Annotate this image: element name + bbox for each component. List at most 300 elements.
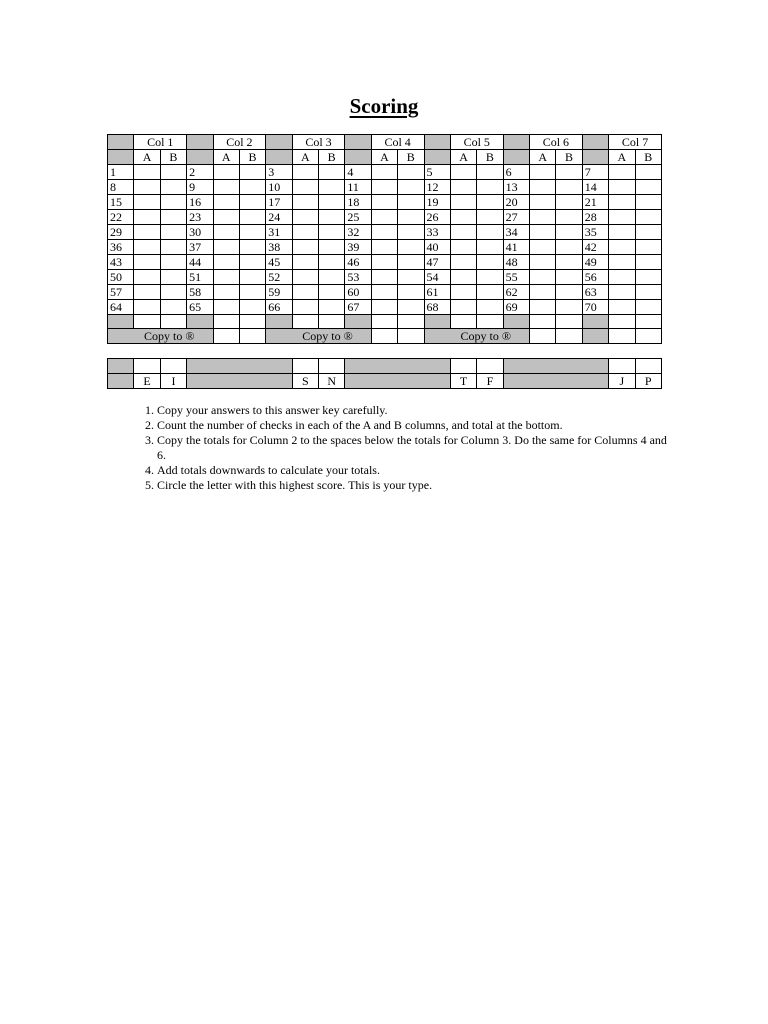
copy-b-cell[interactable]	[556, 329, 582, 344]
answer-a-cell[interactable]	[292, 180, 318, 195]
answer-b-cell[interactable]	[319, 255, 345, 270]
answer-b-cell[interactable]	[160, 270, 186, 285]
answer-b-cell[interactable]	[398, 255, 424, 270]
subheader-b: B	[239, 150, 265, 165]
subheader-a: A	[213, 150, 239, 165]
question-number: 28	[582, 210, 608, 225]
question-number: 17	[266, 195, 292, 210]
answer-a-cell[interactable]	[134, 195, 160, 210]
total-b-cell[interactable]	[319, 315, 345, 329]
subheader-b: B	[398, 150, 424, 165]
table-row	[108, 225, 662, 240]
type-total-cell[interactable]	[160, 359, 186, 374]
answer-a-cell[interactable]	[371, 195, 397, 210]
answer-a-cell[interactable]	[609, 210, 635, 225]
question-number: 68	[424, 300, 450, 315]
answer-b-cell[interactable]	[319, 300, 345, 315]
question-number: 61	[424, 285, 450, 300]
answer-a-cell[interactable]	[371, 210, 397, 225]
question-number: 43	[108, 255, 134, 270]
instruction-item: 5. Circle the letter with this highest score. This is your type.	[157, 478, 677, 493]
subheader-a: A	[450, 150, 476, 165]
answer-a-cell[interactable]	[292, 240, 318, 255]
answer-a-cell[interactable]	[371, 300, 397, 315]
answer-a-cell[interactable]	[530, 285, 556, 300]
question-number: 46	[345, 255, 371, 270]
column-header: Col 1	[134, 135, 187, 150]
question-number: 31	[266, 225, 292, 240]
subheader-a: A	[530, 150, 556, 165]
answer-a-cell[interactable]	[450, 255, 476, 270]
total-label-cell	[503, 315, 529, 329]
totals-blank-cell	[187, 359, 293, 374]
subheader-b: B	[635, 150, 662, 165]
totals-blank-cell	[345, 359, 451, 374]
answer-b-cell[interactable]	[477, 285, 503, 300]
question-number: 7	[582, 165, 608, 180]
answer-a-cell[interactable]	[530, 255, 556, 270]
answer-b-cell[interactable]	[635, 240, 662, 255]
table-row	[108, 165, 662, 180]
answer-a-cell[interactable]	[450, 285, 476, 300]
answer-b-cell[interactable]	[556, 180, 582, 195]
answer-b-cell[interactable]	[398, 300, 424, 315]
question-number: 57	[108, 285, 134, 300]
header-blank-cell	[503, 135, 529, 150]
subheader-a: A	[371, 150, 397, 165]
answer-b-cell[interactable]	[556, 225, 582, 240]
question-number: 45	[266, 255, 292, 270]
answer-a-cell[interactable]	[371, 270, 397, 285]
answer-a-cell[interactable]	[609, 255, 635, 270]
answer-b-cell[interactable]	[239, 225, 265, 240]
answer-b-cell[interactable]	[398, 240, 424, 255]
type-total-cell[interactable]	[450, 359, 476, 374]
table-row	[108, 210, 662, 225]
total-b-cell[interactable]	[556, 315, 582, 329]
answer-a-cell[interactable]	[530, 165, 556, 180]
header-blank-cell	[345, 150, 371, 165]
answer-a-cell[interactable]	[213, 210, 239, 225]
answer-a-cell[interactable]	[213, 195, 239, 210]
type-total-cell[interactable]	[134, 359, 160, 374]
table-row	[108, 285, 662, 300]
question-number: 29	[108, 225, 134, 240]
answer-a-cell[interactable]	[371, 255, 397, 270]
subheader-b: B	[556, 150, 582, 165]
answer-b-cell[interactable]	[160, 255, 186, 270]
question-number: 19	[424, 195, 450, 210]
answer-b-cell[interactable]	[160, 195, 186, 210]
question-number: 15	[108, 195, 134, 210]
copy-a-cell[interactable]	[609, 329, 635, 344]
answer-b-cell[interactable]	[160, 300, 186, 315]
question-number: 47	[424, 255, 450, 270]
total-a-cell[interactable]	[213, 315, 239, 329]
answer-a-cell[interactable]	[609, 300, 635, 315]
answer-b-cell[interactable]	[319, 285, 345, 300]
answer-a-cell[interactable]	[292, 300, 318, 315]
answer-b-cell[interactable]	[160, 165, 186, 180]
answer-b-cell[interactable]	[398, 180, 424, 195]
question-number: 41	[503, 240, 529, 255]
answer-a-cell[interactable]	[134, 240, 160, 255]
answer-b-cell[interactable]	[239, 285, 265, 300]
type-letter: F	[477, 374, 503, 389]
answer-a-cell[interactable]	[134, 210, 160, 225]
question-number: 53	[345, 270, 371, 285]
answer-b-cell[interactable]	[239, 300, 265, 315]
answer-a-cell[interactable]	[134, 225, 160, 240]
answer-b-cell[interactable]	[556, 165, 582, 180]
total-a-cell[interactable]	[134, 315, 160, 329]
answer-b-cell[interactable]	[477, 225, 503, 240]
question-number: 60	[345, 285, 371, 300]
answer-b-cell[interactable]	[160, 240, 186, 255]
total-a-cell[interactable]	[450, 315, 476, 329]
answer-a-cell[interactable]	[609, 165, 635, 180]
answer-a-cell[interactable]	[292, 285, 318, 300]
type-total-cell[interactable]	[477, 359, 503, 374]
answer-a-cell[interactable]	[609, 240, 635, 255]
answer-b-cell[interactable]	[635, 225, 662, 240]
totals-blank-cell	[345, 374, 451, 389]
instruction-item: 2. Count the number of checks in each of the A and B columns, and total at the bottom.	[157, 418, 677, 433]
answer-b-cell[interactable]	[635, 165, 662, 180]
instruction-item: 3. Copy the totals for Column 2 to the spaces below the totals for Column 3. Do the same for Columns 4 and 6.	[157, 433, 677, 463]
instruction-item: 1. Copy your answers to this answer key carefully.	[157, 403, 677, 418]
answer-b-cell[interactable]	[398, 225, 424, 240]
question-number: 10	[266, 180, 292, 195]
answer-b-cell[interactable]	[635, 255, 662, 270]
answer-b-cell[interactable]	[239, 255, 265, 270]
answer-b-cell[interactable]	[477, 300, 503, 315]
answer-a-cell[interactable]	[450, 270, 476, 285]
question-number: 14	[582, 180, 608, 195]
answer-b-cell[interactable]	[398, 285, 424, 300]
question-number: 40	[424, 240, 450, 255]
scoring-table	[107, 134, 662, 344]
answer-a-cell[interactable]	[134, 300, 160, 315]
column-header: Col 5	[450, 135, 503, 150]
answer-b-cell[interactable]	[477, 240, 503, 255]
question-number: 59	[266, 285, 292, 300]
answer-a-cell[interactable]	[530, 195, 556, 210]
header-blank-cell	[424, 135, 450, 150]
answer-b-cell[interactable]	[635, 195, 662, 210]
total-a-cell[interactable]	[530, 315, 556, 329]
answer-a-cell[interactable]	[530, 270, 556, 285]
answer-b-cell[interactable]	[556, 210, 582, 225]
answer-b-cell[interactable]	[319, 225, 345, 240]
totals-blank-cell	[187, 374, 293, 389]
answer-a-cell[interactable]	[450, 300, 476, 315]
question-number: 25	[345, 210, 371, 225]
copy-a-cell[interactable]	[213, 329, 239, 344]
column-header: Col 6	[530, 135, 583, 150]
page-title	[0, 94, 768, 119]
subheader-b: B	[319, 150, 345, 165]
answer-b-cell[interactable]	[319, 210, 345, 225]
total-b-cell[interactable]	[398, 315, 424, 329]
total-label-cell	[345, 315, 371, 329]
answer-a-cell[interactable]	[213, 165, 239, 180]
answer-b-cell[interactable]	[398, 210, 424, 225]
answer-a-cell[interactable]	[371, 225, 397, 240]
question-number: 16	[187, 195, 213, 210]
answer-a-cell[interactable]	[530, 210, 556, 225]
type-letter: T	[450, 374, 476, 389]
answer-a-cell[interactable]	[134, 255, 160, 270]
answer-a-cell[interactable]	[134, 285, 160, 300]
answer-b-cell[interactable]	[556, 255, 582, 270]
answer-a-cell[interactable]	[371, 165, 397, 180]
answer-a-cell[interactable]	[450, 240, 476, 255]
answer-a-cell[interactable]	[292, 225, 318, 240]
question-number: 70	[582, 300, 608, 315]
question-number: 24	[266, 210, 292, 225]
question-number: 51	[187, 270, 213, 285]
copy-to-label: Copy to ®	[424, 329, 530, 344]
answer-a-cell[interactable]	[213, 225, 239, 240]
header-blank-cell	[266, 150, 292, 165]
answer-b-cell[interactable]	[160, 285, 186, 300]
instructions-list	[135, 403, 677, 493]
type-total-cell[interactable]	[319, 359, 345, 374]
total-label-cell	[108, 315, 134, 329]
question-number: 49	[582, 255, 608, 270]
question-number: 35	[582, 225, 608, 240]
table-row	[108, 255, 662, 270]
question-number: 21	[582, 195, 608, 210]
total-label-cell	[266, 315, 292, 329]
total-b-cell[interactable]	[477, 315, 503, 329]
answer-b-cell[interactable]	[635, 270, 662, 285]
answer-b-cell[interactable]	[556, 270, 582, 285]
answer-b-cell[interactable]	[319, 240, 345, 255]
answer-b-cell[interactable]	[477, 255, 503, 270]
question-number: 34	[503, 225, 529, 240]
answer-b-cell[interactable]	[477, 270, 503, 285]
subheader-b: B	[477, 150, 503, 165]
answer-b-cell[interactable]	[239, 240, 265, 255]
question-number: 55	[503, 270, 529, 285]
question-number: 44	[187, 255, 213, 270]
column-header: Col 7	[609, 135, 662, 150]
answer-b-cell[interactable]	[319, 180, 345, 195]
answer-b-cell[interactable]	[556, 285, 582, 300]
answer-a-cell[interactable]	[530, 240, 556, 255]
question-number: 22	[108, 210, 134, 225]
answer-a-cell[interactable]	[450, 180, 476, 195]
table-row	[108, 270, 662, 285]
header-blank-cell	[266, 135, 292, 150]
total-a-cell[interactable]	[371, 315, 397, 329]
answer-b-cell[interactable]	[239, 270, 265, 285]
answer-b-cell[interactable]	[398, 270, 424, 285]
answer-a-cell[interactable]	[213, 255, 239, 270]
answer-a-cell[interactable]	[450, 195, 476, 210]
subheader-a: A	[609, 150, 635, 165]
table-row	[108, 300, 662, 315]
total-b-cell[interactable]	[239, 315, 265, 329]
column-header: Col 4	[371, 135, 424, 150]
answer-a-cell[interactable]	[213, 240, 239, 255]
question-number: 11	[345, 180, 371, 195]
answer-b-cell[interactable]	[556, 240, 582, 255]
answer-a-cell[interactable]	[371, 240, 397, 255]
question-number: 54	[424, 270, 450, 285]
question-number: 27	[503, 210, 529, 225]
question-number: 2	[187, 165, 213, 180]
answer-b-cell[interactable]	[239, 180, 265, 195]
total-b-cell[interactable]	[635, 315, 662, 329]
answer-b-cell[interactable]	[477, 180, 503, 195]
copy-b-cell[interactable]	[635, 329, 662, 344]
answer-b-cell[interactable]	[398, 195, 424, 210]
question-number: 56	[582, 270, 608, 285]
answer-a-cell[interactable]	[213, 180, 239, 195]
type-letter: P	[635, 374, 662, 389]
answer-b-cell[interactable]	[477, 165, 503, 180]
question-number: 4	[345, 165, 371, 180]
question-number: 32	[345, 225, 371, 240]
answer-b-cell[interactable]	[398, 165, 424, 180]
page-title-text: Scoring	[349, 94, 419, 118]
answer-a-cell[interactable]	[213, 300, 239, 315]
answer-b-cell[interactable]	[319, 165, 345, 180]
answer-a-cell[interactable]	[609, 270, 635, 285]
question-number: 63	[582, 285, 608, 300]
question-number: 52	[266, 270, 292, 285]
copy-a-cell[interactable]	[371, 329, 397, 344]
answer-b-cell[interactable]	[477, 210, 503, 225]
answer-b-cell[interactable]	[556, 300, 582, 315]
question-number: 1	[108, 165, 134, 180]
total-a-cell[interactable]	[609, 315, 635, 329]
type-total-cell[interactable]	[635, 359, 662, 374]
answer-a-cell[interactable]	[530, 300, 556, 315]
question-number: 26	[424, 210, 450, 225]
question-number: 8	[108, 180, 134, 195]
answer-a-cell[interactable]	[609, 180, 635, 195]
column-header: Col 2	[213, 135, 266, 150]
question-number: 33	[424, 225, 450, 240]
type-letter: N	[319, 374, 345, 389]
instruction-item: 4. Add totals downwards to calculate your totals.	[157, 463, 677, 478]
question-number: 6	[503, 165, 529, 180]
answer-a-cell[interactable]	[292, 255, 318, 270]
answer-b-cell[interactable]	[319, 270, 345, 285]
answer-b-cell[interactable]	[635, 180, 662, 195]
copy-blank-cell	[582, 329, 608, 344]
answer-b-cell[interactable]	[160, 180, 186, 195]
header-blank-cell	[345, 135, 371, 150]
question-number: 42	[582, 240, 608, 255]
answer-a-cell[interactable]	[292, 165, 318, 180]
copy-a-cell[interactable]	[530, 329, 556, 344]
answer-a-cell[interactable]	[609, 225, 635, 240]
answer-b-cell[interactable]	[556, 195, 582, 210]
total-b-cell[interactable]	[160, 315, 186, 329]
answer-a-cell[interactable]	[530, 225, 556, 240]
question-number: 48	[503, 255, 529, 270]
question-number: 50	[108, 270, 134, 285]
answer-b-cell[interactable]	[160, 225, 186, 240]
answer-a-cell[interactable]	[213, 270, 239, 285]
totals-blank-cell	[108, 359, 134, 374]
type-total-cell[interactable]	[292, 359, 318, 374]
column-header: Col 3	[292, 135, 345, 150]
answer-a-cell[interactable]	[450, 210, 476, 225]
question-number: 5	[424, 165, 450, 180]
question-number: 23	[187, 210, 213, 225]
total-label-cell	[187, 315, 213, 329]
answer-a-cell[interactable]	[450, 225, 476, 240]
answer-b-cell[interactable]	[239, 165, 265, 180]
answer-a-cell[interactable]	[609, 195, 635, 210]
copy-to-label: Copy to ®	[108, 329, 214, 344]
question-number: 9	[187, 180, 213, 195]
total-a-cell[interactable]	[292, 315, 318, 329]
answer-a-cell[interactable]	[530, 180, 556, 195]
answer-b-cell[interactable]	[239, 210, 265, 225]
answer-a-cell[interactable]	[213, 285, 239, 300]
copy-b-cell[interactable]	[239, 329, 265, 344]
question-number: 37	[187, 240, 213, 255]
question-number: 65	[187, 300, 213, 315]
answer-a-cell[interactable]	[134, 180, 160, 195]
type-letter: J	[609, 374, 635, 389]
subheader-b: B	[160, 150, 186, 165]
question-number: 69	[503, 300, 529, 315]
answer-b-cell[interactable]	[160, 210, 186, 225]
answer-b-cell[interactable]	[239, 195, 265, 210]
answer-a-cell[interactable]	[371, 285, 397, 300]
answer-b-cell[interactable]	[319, 195, 345, 210]
answer-a-cell[interactable]	[609, 285, 635, 300]
answer-b-cell[interactable]	[477, 195, 503, 210]
question-number: 62	[503, 285, 529, 300]
table-row	[108, 180, 662, 195]
question-number: 39	[345, 240, 371, 255]
answer-a-cell[interactable]	[134, 165, 160, 180]
question-number: 30	[187, 225, 213, 240]
type-letter: E	[134, 374, 160, 389]
answer-a-cell[interactable]	[371, 180, 397, 195]
answer-b-cell[interactable]	[635, 210, 662, 225]
answer-a-cell[interactable]	[450, 165, 476, 180]
question-number: 38	[266, 240, 292, 255]
header-blank-cell	[582, 135, 608, 150]
subheader-a: A	[292, 150, 318, 165]
answer-a-cell[interactable]	[292, 270, 318, 285]
question-number: 18	[345, 195, 371, 210]
total-label-cell	[582, 315, 608, 329]
header-blank-cell	[187, 150, 213, 165]
answer-b-cell[interactable]	[635, 285, 662, 300]
question-number: 66	[266, 300, 292, 315]
type-total-cell[interactable]	[609, 359, 635, 374]
answer-b-cell[interactable]	[635, 300, 662, 315]
answer-a-cell[interactable]	[292, 195, 318, 210]
header-blank-cell	[187, 135, 213, 150]
copy-b-cell[interactable]	[398, 329, 424, 344]
question-number: 36	[108, 240, 134, 255]
answer-a-cell[interactable]	[292, 210, 318, 225]
answer-a-cell[interactable]	[134, 270, 160, 285]
totals-table	[107, 358, 662, 389]
